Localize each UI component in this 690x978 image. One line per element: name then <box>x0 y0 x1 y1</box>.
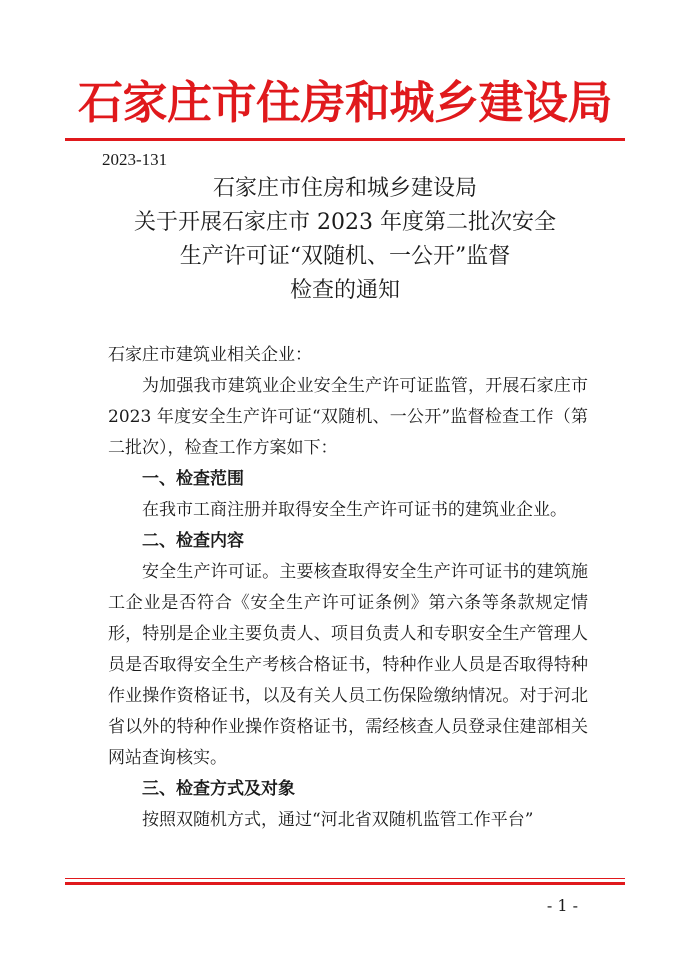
document-body <box>108 340 588 836</box>
section-heading: 二、检查内容 <box>142 531 244 551</box>
salutation: 石家庄市建筑业相关企业： <box>108 345 312 365</box>
document-title <box>0 172 690 308</box>
section-paragraph: 按照双随机方式，通过“河北省双随机监管工作平台” <box>142 810 534 830</box>
title-line: 石家庄市住房和城乡建设局 <box>212 176 477 201</box>
title-line: 关于开展石家庄市 2023 年度第二批次安全 <box>134 210 556 235</box>
section-heading: 三、检查方式及对象 <box>142 779 295 799</box>
section-paragraph: 安全生产许可证。主要核查取得安全生产许可证书的建筑施工企业是否符合《安全生产许可证条例》第六条等条款规定情形，特别是企业主要负责人、项目负责人和专职安全生产管理人员是否取得安全生产考核合格证书，特种作业人员是否取得特种作业操作资格证书，以及有关人员工伤保险缴纳情况。对于河北省以外的特种作业操作资格证书，需经核查人员登录住建部相关网站查询核实。 <box>108 562 588 768</box>
footer-red-rule-thin <box>65 878 625 879</box>
issuing-authority-header: 石家庄市住房和城乡建设局 <box>77 76 612 129</box>
page-number: - 1 - <box>546 896 578 915</box>
section-paragraph: 在我市工商注册并取得安全生产许可证书的建筑业企业。 <box>142 500 567 520</box>
intro-paragraph: 为加强我市建筑业企业安全生产许可证监管，开展石家庄市 2023 年度安全生产许可证“双随机、一公开”监督检查工作（第二批次），检查工作方案如下： <box>108 376 588 458</box>
document-number: 2023-131 <box>102 150 168 169</box>
title-line: 检查的通知 <box>289 278 400 303</box>
section-heading: 一、检查范围 <box>142 469 244 489</box>
title-line: 生产许可证“双随机、一公开”监督 <box>179 244 511 269</box>
header-red-rule <box>65 138 625 141</box>
footer-red-rule-thick <box>65 882 625 885</box>
